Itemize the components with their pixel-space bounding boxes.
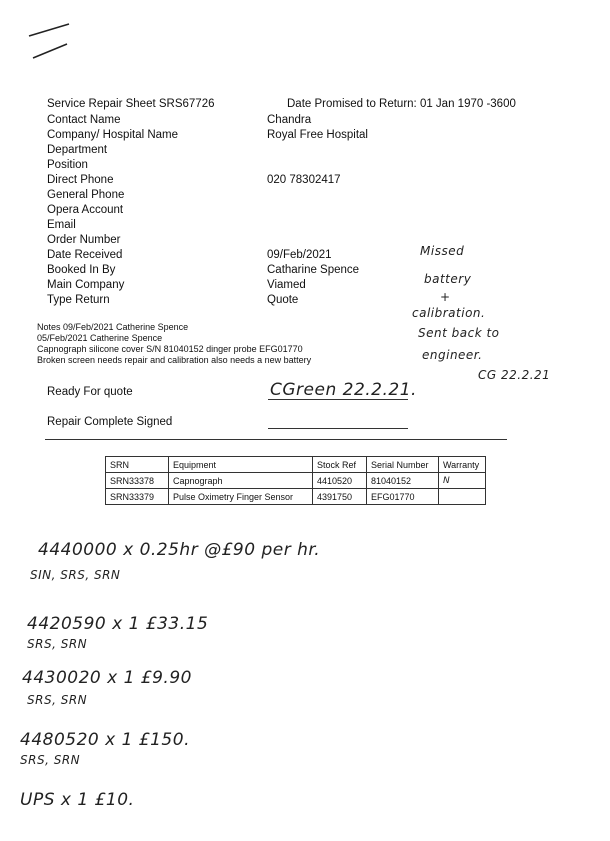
date-promised: Date Promised to Return: 01 Jan 1970 -3600 — [287, 98, 516, 110]
field-label-department: Department — [47, 144, 108, 156]
table-cell: Pulse Oximetry Finger Sensor — [169, 489, 313, 505]
handwritten-side-note-7: CG 22.2.21 — [478, 368, 551, 382]
table-cell: EFG01770 — [367, 489, 439, 505]
handwritten-side-note-4: calibration. — [412, 306, 486, 320]
field-label-position: Position — [47, 159, 88, 171]
field-value-booked-in-by: Catharine Spence — [267, 264, 360, 276]
field-label-contact-name: Contact Name — [47, 114, 121, 126]
table-header: Warranty — [439, 457, 486, 473]
table-header: SRN — [106, 457, 169, 473]
field-label-email: Email — [47, 219, 76, 231]
table-cell — [439, 489, 486, 505]
field-label-order-number: Order Number — [47, 234, 121, 246]
handwritten-side-note-6: engineer. — [422, 348, 483, 362]
handwritten-signature: CGreen 22.2.21. — [270, 380, 417, 400]
table-header: Equipment — [169, 457, 313, 473]
section-divider — [45, 439, 507, 440]
notes-line-2: 05/Feb/2021 Catherine Spence — [37, 333, 163, 343]
table-cell: SRN33378 — [106, 473, 169, 489]
field-label-type-return: Type Return — [47, 294, 110, 306]
signature-line-quote — [268, 399, 408, 400]
notes-line-1: Notes 09/Feb/2021 Catherine Spence — [37, 322, 189, 332]
handwritten-line-2: 4420590 x 1 £33.15 — [27, 614, 209, 634]
field-value-main-company: Viamed — [267, 279, 306, 291]
table-cell: 4410520 — [313, 473, 367, 489]
handwritten-line-1: 4440000 x 0.25hr @£90 per hr. — [38, 540, 321, 560]
handwritten-line-3-codes: SRS, SRN — [27, 693, 88, 707]
handwritten-line-2-codes: SRS, SRN — [27, 637, 88, 651]
table-cell: N — [439, 473, 486, 489]
table-row — [106, 489, 486, 505]
handwritten-line-1-codes: SIN, SRS, SRN — [30, 568, 121, 582]
field-label-date-received: Date Received — [47, 249, 123, 261]
field-label-direct-phone: Direct Phone — [47, 174, 114, 186]
handwritten-side-note-5: Sent back to — [418, 326, 500, 340]
field-label-main-company: Main Company — [47, 279, 125, 291]
field-label-company: Company/ Hospital Name — [47, 129, 179, 141]
table-cell: 81040152 — [367, 473, 439, 489]
table-cell: 4391750 — [313, 489, 367, 505]
field-label-booked-in-by: Booked In By — [47, 264, 116, 276]
field-value-contact-name: Chandra — [267, 114, 312, 126]
field-value-direct-phone: 020 78302417 — [267, 174, 341, 186]
ready-for-quote-label: Ready For quote — [47, 386, 133, 398]
repair-signed-label: Repair Complete Signed — [47, 416, 173, 428]
handwritten-side-note-1: Missed — [420, 244, 465, 258]
table-header: Stock Ref — [313, 457, 367, 473]
handwritten-line-4: 4480520 x 1 £150. — [20, 730, 190, 750]
handwritten-line-5: UPS x 1 £10. — [20, 790, 135, 810]
notes-line-4: Broken screen needs repair and calibration also needs a new battery — [37, 355, 312, 365]
table-row — [106, 473, 486, 489]
handwritten-line-3: 4430020 x 1 £9.90 — [22, 668, 192, 688]
field-value-date-received: 09/Feb/2021 — [267, 249, 332, 261]
field-value-type-return: Quote — [267, 294, 299, 306]
sheet-title: Service Repair Sheet SRS67726 — [47, 98, 215, 110]
handwritten-side-note-2: battery — [424, 272, 472, 286]
field-label-general-phone: General Phone — [47, 189, 125, 201]
field-value-company: Royal Free Hospital — [267, 129, 368, 141]
table-header: Serial Number — [367, 457, 439, 473]
field-label-opera-account: Opera Account — [47, 204, 124, 216]
equipment-table — [105, 456, 486, 505]
signature-line-repair — [268, 428, 408, 429]
handwritten-line-4-codes: SRS, SRN — [20, 753, 81, 767]
handwritten-side-note-3: + — [440, 290, 451, 304]
pen-scribble-mark — [25, 22, 75, 62]
notes-line-3: Capnograph silicone cover S/N 81040152 dinger probe EFG01770 — [37, 344, 303, 354]
table-header-row — [106, 457, 486, 473]
table-cell: Capnograph — [169, 473, 313, 489]
table-cell: SRN33379 — [106, 489, 169, 505]
